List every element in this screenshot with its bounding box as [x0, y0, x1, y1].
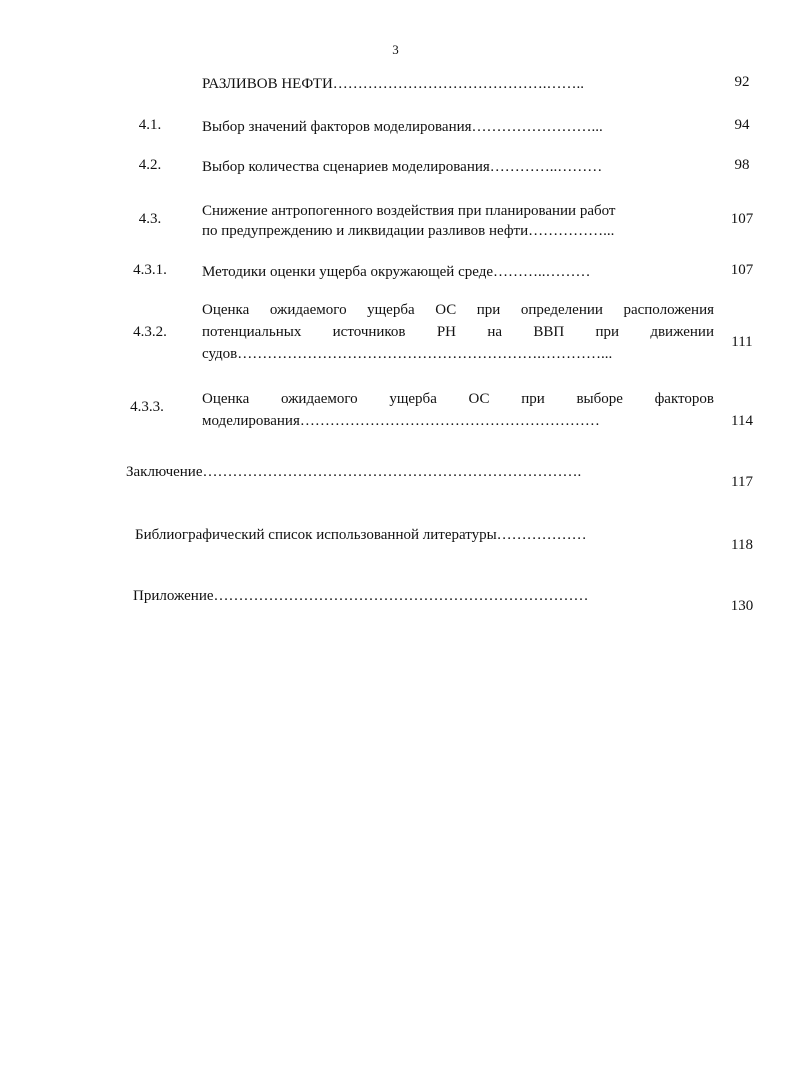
page-number: 3: [392, 42, 399, 57]
toc-entry-title-line: по предупреждению и ликвидации разливов нефти……………...: [202, 223, 615, 239]
toc-entry-title: Выбор количества сценариев моделирования…………..………: [202, 159, 603, 175]
toc-entry-title-line: моделирования……………………………………………………: [202, 413, 600, 429]
toc-entry-number: 4.3.: [138, 211, 162, 227]
toc-entry-page: 94: [734, 117, 750, 133]
toc-entry-title: Выбор значений факторов моделирования……………………...: [202, 119, 603, 135]
toc-entry-page: 98: [734, 157, 750, 173]
toc-section-title: Приложение…………………………………………………………………: [133, 588, 589, 604]
toc-entry-title-line: Оценка ожидаемого ущерба ОС при определении расположения: [202, 302, 714, 318]
toc-section-page: 118: [731, 537, 753, 553]
toc-entry-number: 4.3.3.: [130, 399, 164, 415]
toc-entry-title: РАЗЛИВОВ НЕФТИ…………………………………….……..: [202, 76, 585, 92]
toc-section-page: 117: [731, 474, 753, 490]
toc-entry-title-line: Оценка ожидаемого ущерба ОС при выборе факторов: [202, 391, 714, 407]
toc-entry-page: 92: [734, 74, 750, 90]
toc-entry-title-line: потенциальных источников РН на ВВП при движении: [202, 324, 714, 340]
toc-entry-number: 4.2.: [138, 157, 162, 173]
toc-entry-page: 111: [731, 334, 753, 350]
toc-entry-number: 4.1.: [138, 117, 162, 133]
toc-entry-number: 4.3.1.: [133, 262, 167, 278]
toc-entry-number: 4.3.2.: [133, 324, 167, 340]
toc-entry-page: 107: [730, 211, 754, 227]
toc-entry-page: 114: [731, 413, 753, 429]
toc-entry-title: Методики оценки ущерба окружающей среде………..………: [202, 264, 591, 280]
toc-entry-page: 107: [730, 262, 754, 278]
toc-entry-title-line: судов…………………………………………………….…………...: [202, 346, 613, 362]
toc-section-page: 130: [730, 598, 754, 614]
toc-entry-title-line: Снижение антропогенного воздействия при планировании работ: [202, 203, 616, 219]
toc-section-title: Библиографический список использованной литературы………………: [135, 527, 587, 543]
toc-section-title: Заключение………………………………………………………………….: [126, 464, 582, 480]
